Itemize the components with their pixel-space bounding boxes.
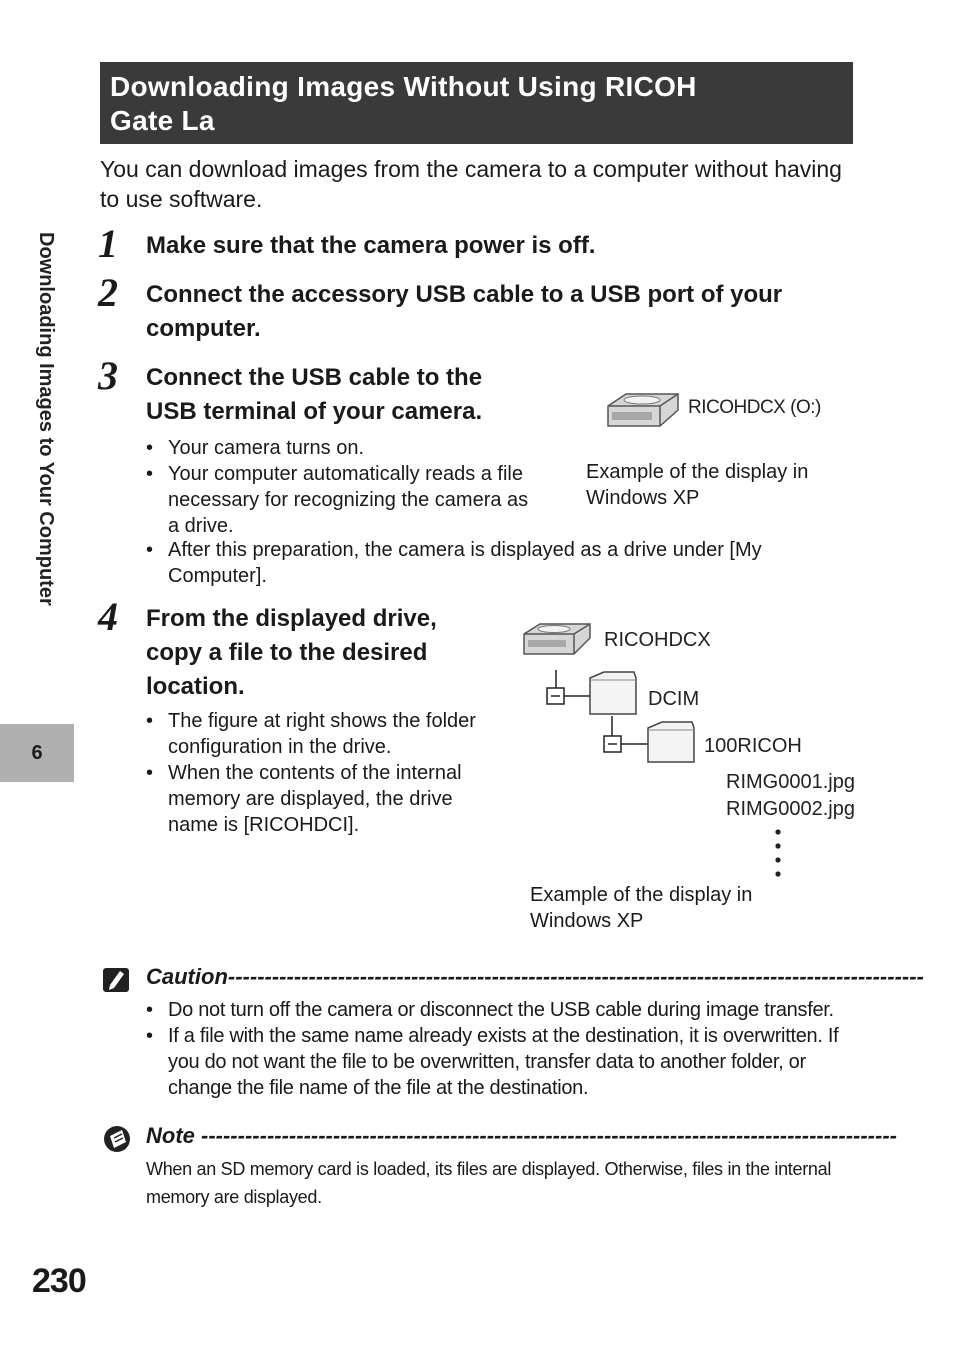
step-3-bullets	[146, 435, 536, 539]
section-title	[110, 70, 843, 138]
drive-label: RICOHDCX (O:)	[688, 397, 821, 418]
section-header	[100, 62, 853, 144]
note-text: When an SD memory card is loaded, its files are displayed. Otherwise, files in the internal memory are displayed.	[146, 1159, 832, 1207]
step-text-3-line2: USB terminal of your camera.	[146, 398, 483, 425]
step-text-4	[146, 602, 437, 704]
note-heading	[146, 1123, 897, 1149]
caution-icon	[102, 965, 132, 998]
list-item: • When the contents of the internal memory are displayed, the drive name is [RICOHDCI].	[146, 760, 496, 838]
step-number-2: 2	[98, 270, 118, 315]
step-text-1: Make sure that the camera power is off.	[146, 232, 596, 259]
list-item: • If a file with the same name already exists at the destination, it is overwritten. If you do not want the file to be overwritten, transfer data to another folder, or change the file name of the file at the destination.	[146, 1023, 854, 1101]
list-item: • Your computer automatically reads a file necessary for recognizing the camera as a drive.	[146, 461, 536, 539]
drive-icon	[524, 624, 590, 654]
folder-icon	[590, 672, 636, 714]
step-number-4: 4	[98, 594, 118, 639]
folder-icon	[648, 722, 694, 762]
tree-file: RIMG0001.jpg	[726, 771, 855, 793]
step-text-4-line3: location.	[146, 673, 245, 700]
step-text-2-line1: Connect the accessory USB cable to a USB port of your	[146, 281, 783, 308]
chapter-side-title: Downloading Images to Your Computer	[35, 232, 57, 606]
tree-folder-100ricoh: 100RICOH	[704, 735, 802, 757]
step-3-bullets-wide	[146, 537, 846, 589]
section-title-line2: Gate La	[110, 105, 215, 136]
note-label: Note	[146, 1123, 195, 1148]
caution-rule: -----------------------------------------------------------------------------------------------	[227, 964, 924, 989]
drive-icon	[604, 388, 682, 437]
section-title-line1: Downloading Images Without Using RICOH	[110, 71, 697, 102]
tree-folder-dcim: DCIM	[648, 688, 700, 710]
step-text-3	[146, 361, 482, 429]
page-number: 230	[32, 1262, 86, 1300]
list-item: • After this preparation, the camera is displayed as a drive under [My Computer].	[146, 537, 846, 589]
note-rule: -----------------------------------------------------------------------------------------------	[194, 1123, 897, 1148]
caution-heading	[146, 964, 924, 990]
caution-label: Caution	[146, 964, 228, 989]
figure-2-caption: Example of the display in Windows XP	[530, 884, 753, 932]
step-text-4-line1: From the displayed drive,	[146, 605, 437, 632]
collapse-icon	[547, 688, 564, 704]
list-item: • Do not turn off the camera or disconnect the USB cable during image transfer.	[146, 997, 854, 1023]
step-text-2	[146, 278, 782, 346]
step-text-3-line1: Connect the USB cable to the	[146, 364, 483, 391]
step-text-4-line2: copy a file to the desired	[146, 639, 428, 666]
caution-list	[146, 997, 854, 1101]
collapse-icon	[604, 736, 621, 752]
step-4-bullets	[146, 708, 496, 838]
step-number-3: 3	[98, 353, 118, 398]
note-icon	[102, 1124, 132, 1159]
intro-paragraph: You can download images from the camera to a computer without having to use software.	[100, 156, 842, 212]
step-number-1: 1	[98, 221, 118, 266]
step-text-2-line2: computer.	[146, 315, 261, 342]
list-item: • Your camera turns on.	[146, 435, 536, 461]
chapter-number: 6	[31, 741, 43, 764]
chapter-tab	[0, 724, 74, 782]
list-item: • The figure at right shows the folder configuration in the drive.	[146, 708, 496, 760]
tree-drive-label: RICOHDCX	[604, 629, 711, 651]
ellipsis-dots	[775, 829, 780, 876]
tree-file: RIMG0002.jpg	[726, 798, 855, 820]
figure-1-caption: Example of the display in Windows XP	[586, 461, 809, 509]
